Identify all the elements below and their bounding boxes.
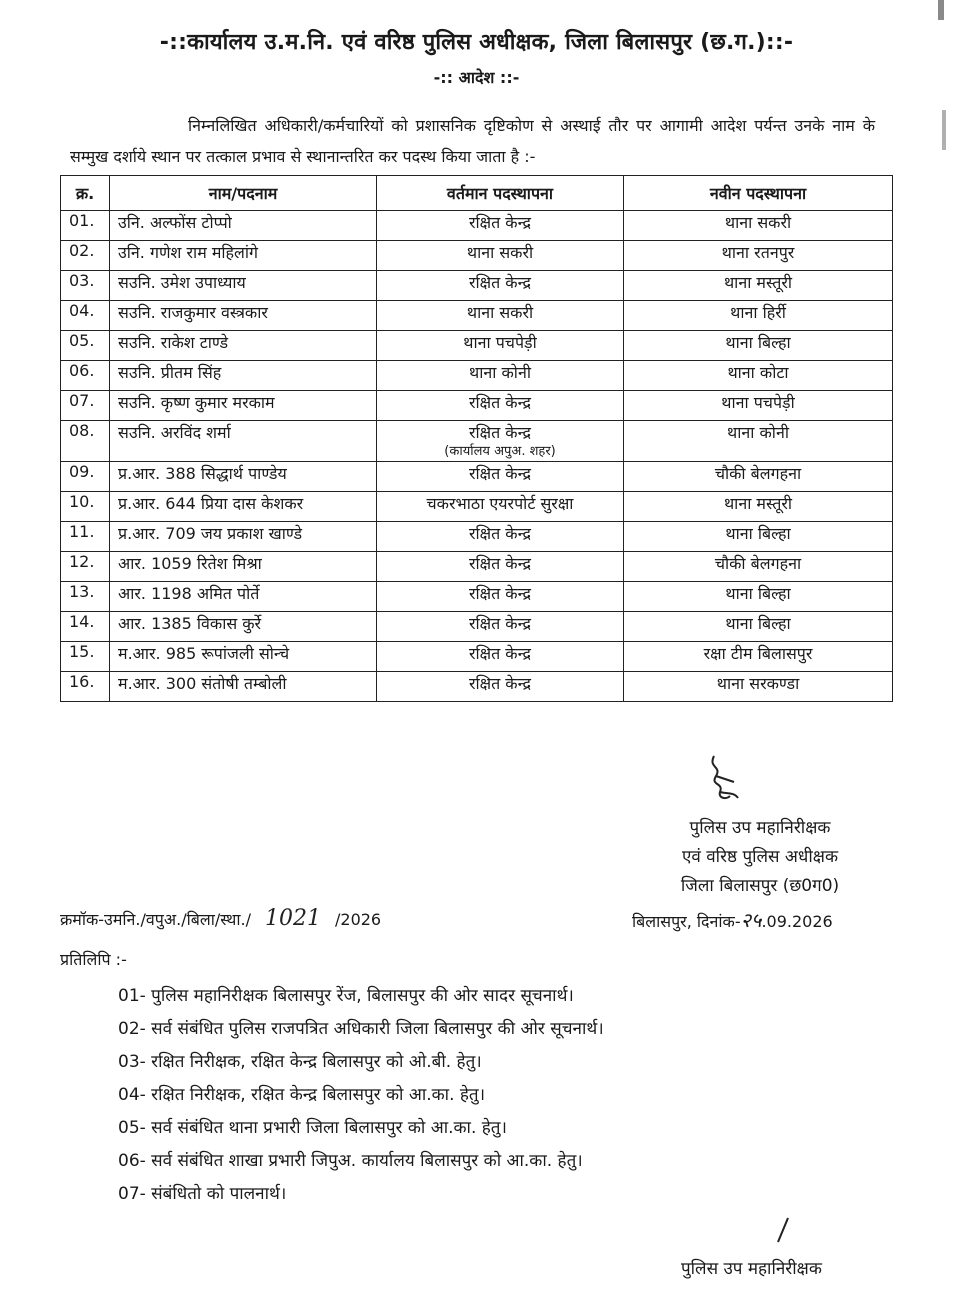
- row-new-posting: [624, 672, 893, 702]
- row-current-posting: [377, 241, 624, 271]
- row-serial-text: 05.: [69, 331, 95, 350]
- row-serial-text: 02.: [69, 241, 95, 260]
- row-new-posting-text: थाना हिर्री: [730, 303, 786, 322]
- row-current-posting-text: रक्षित केन्द्र: [468, 614, 532, 633]
- row-name: [110, 361, 377, 391]
- list-item: 01- पुलिस महानिरीक्षक बिलासपुर रेंज, बिलासपुर की ओर सादर सूचनार्थ।: [118, 986, 574, 1006]
- list-item: 05- सर्व संबंधित थाना प्रभारी जिला बिलासपुर को आ.का. हेतु।: [118, 1118, 507, 1138]
- row-new-posting: [624, 582, 893, 612]
- list-item: 04- रक्षित निरीक्षक, रक्षित केन्द्र बिलासपुर को आ.का. हेतु।: [118, 1085, 486, 1105]
- transfer-table: [60, 175, 893, 702]
- reference-prefix: क्रमॉक-उमनि./वपुअ./बिला/स्था./: [60, 910, 251, 929]
- row-new-posting: [624, 211, 893, 241]
- row-current-posting-text: रक्षित केन्द्र: [468, 524, 532, 543]
- signature-image: [700, 752, 760, 812]
- row-name: [110, 462, 377, 492]
- row-new-posting-text: थाना बिल्हा: [725, 333, 791, 352]
- row-name-text: सउनि. राजकुमार वस्त्रकार: [118, 303, 268, 322]
- row-new-posting: [624, 642, 893, 672]
- date-handwritten-day: २५: [740, 908, 762, 932]
- row-serial: [61, 301, 110, 331]
- row-current-posting-text: रक्षित केन्द्र: [468, 644, 532, 663]
- row-name-text: प्र.आर. 644 प्रिया दास केशकर: [118, 494, 304, 513]
- row-current-posting: [377, 492, 624, 522]
- signatory-line-3: जिला बिलासपुर (छ0ग0): [680, 876, 840, 896]
- row-current-posting: [377, 522, 624, 552]
- row-name: [110, 672, 377, 702]
- row-name-text: सउनि. उमेश उपाध्याय: [118, 273, 246, 292]
- row-serial: [61, 612, 110, 642]
- row-serial: [61, 421, 110, 462]
- row-name-text: आर. 1198 अमित पोर्ते: [118, 584, 260, 603]
- row-serial-text: 16.: [69, 672, 95, 691]
- row-serial-text: 13.: [69, 582, 95, 601]
- row-new-posting: [624, 612, 893, 642]
- reference-suffix: /2026: [335, 910, 382, 929]
- reference-number: [60, 906, 381, 931]
- scan-edge-mark: [942, 110, 946, 150]
- row-new-posting: [624, 301, 893, 331]
- table-row: [61, 331, 893, 361]
- row-name-text: उनि. गणेश राम महिलांगे: [118, 243, 259, 262]
- row-current-posting-text: रक्षित केन्द्र: [468, 213, 532, 232]
- row-current-posting-text: रक्षित केन्द्र: [468, 464, 532, 483]
- row-name: [110, 642, 377, 672]
- row-serial: [61, 361, 110, 391]
- row-current-posting: [377, 361, 624, 391]
- intro-paragraph: निम्नलिखित अधिकारी/कर्मचारियों को प्रशासनिक दृष्टिकोण से अस्थाई तौर पर आगामी आदेश पर्यन्त उनके नाम के सम्मुख दर्शाये स्थान पर तत्काल प्रभाव से स्थानान्तरित कर पदस्थ किया जाता है :-: [70, 116, 875, 166]
- row-serial: [61, 492, 110, 522]
- table-row: [61, 552, 893, 582]
- row-serial-text: 01.: [69, 211, 95, 230]
- header-current-posting: वर्तमान पदस्थापना: [377, 176, 624, 211]
- row-current-posting: [377, 582, 624, 612]
- row-current-posting-text: रक्षित केन्द्र: [468, 393, 532, 412]
- copy-to-label: प्रतिलिपि :-: [60, 950, 127, 969]
- row-serial: [61, 331, 110, 361]
- table-row: [61, 241, 893, 271]
- row-name: [110, 612, 377, 642]
- row-serial: [61, 211, 110, 241]
- row-current-posting-text: चकरभाठा एयरपोर्ट सुरक्षा: [426, 494, 574, 513]
- row-serial-text: 03.: [69, 271, 95, 290]
- row-new-posting-text: रक्षा टीम बिलासपुर: [703, 644, 813, 663]
- scan-edge-mark: [938, 0, 944, 20]
- table-row: [61, 211, 893, 241]
- row-new-posting-text: थाना पचपेड़ी: [721, 393, 795, 412]
- row-new-posting: [624, 331, 893, 361]
- date-line: [632, 906, 833, 933]
- row-current-posting-text: रक्षित केन्द्र: [468, 674, 532, 693]
- row-new-posting-text: चौकी बेलगहना: [714, 464, 802, 483]
- header-new-posting: नवीन पदस्थापना: [624, 176, 893, 211]
- row-new-posting-text: थाना सरकण्डा: [716, 674, 800, 693]
- row-new-posting: [624, 391, 893, 421]
- row-current-posting: [377, 271, 624, 301]
- row-serial-text: 07.: [69, 391, 95, 410]
- row-new-posting-text: थाना सकरी: [724, 213, 792, 232]
- row-current-posting: [377, 462, 624, 492]
- table-row: [61, 672, 893, 702]
- row-current-posting-note: (कार्यालय अपुअ. शहर): [444, 444, 556, 459]
- row-serial-text: 10.: [69, 492, 95, 511]
- row-name-text: म.आर. 985 रूपांजली सोन्चे: [118, 644, 290, 663]
- row-new-posting: [624, 552, 893, 582]
- row-serial: [61, 522, 110, 552]
- footer-signatory-title: पुलिस उप महानिरीक्षक: [681, 1259, 822, 1279]
- row-name: [110, 211, 377, 241]
- row-current-posting-text: रक्षित केन्द्र: [468, 554, 532, 573]
- row-name-text: सउनि. प्रीतम सिंह: [118, 363, 222, 382]
- header-name: नाम/पदनाम: [110, 176, 377, 211]
- row-serial-text: 15.: [69, 642, 95, 661]
- header-serial: क्र.: [61, 176, 110, 211]
- row-current-posting: [377, 301, 624, 331]
- row-name-text: प्र.आर. 388 सिद्धार्थ पाण्डेय: [118, 464, 287, 483]
- row-serial-text: 08.: [69, 421, 95, 440]
- date-prefix: बिलासपुर, दिनांक-: [632, 912, 741, 931]
- copy-to-list: [118, 980, 604, 1211]
- table-row: [61, 301, 893, 331]
- row-name: [110, 331, 377, 361]
- list-item: 06- सर्व संबंधित शाखा प्रभारी जिपुअ. कार्यालय बिलासपुर को आ.का. हेतु।: [118, 1151, 583, 1171]
- row-new-posting: [624, 522, 893, 552]
- table-row: [61, 642, 893, 672]
- row-name: [110, 241, 377, 271]
- table-row: [61, 582, 893, 612]
- row-current-posting-text: रक्षित केन्द्र: [468, 584, 532, 603]
- order-heading: -:: आदेश ::-: [433, 68, 520, 87]
- row-new-posting: [624, 421, 893, 462]
- reference-handwritten-number: 1021: [265, 906, 321, 931]
- initial-mark: [772, 1216, 792, 1246]
- row-name-text: आर. 1059 रितेश मिश्रा: [118, 554, 262, 573]
- row-new-posting: [624, 462, 893, 492]
- table-row: [61, 391, 893, 421]
- row-name: [110, 301, 377, 331]
- table-row: [61, 462, 893, 492]
- row-name-text: उनि. अल्फोंस टोप्पो: [118, 213, 232, 232]
- list-item: 07- संबंधितो को पालनार्थ।: [118, 1184, 287, 1204]
- row-name-text: प्र.आर. 709 जय प्रकाश खाण्डे: [118, 524, 303, 543]
- row-new-posting-text: थाना बिल्हा: [725, 584, 791, 603]
- table-row: [61, 361, 893, 391]
- list-item: 02- सर्व संबंधित पुलिस राजपत्रित अधिकारी जिला बिलासपुर की ओर सूचनार्थ।: [118, 1019, 604, 1039]
- row-current-posting: [377, 612, 624, 642]
- row-current-posting: [377, 211, 624, 241]
- row-name: [110, 271, 377, 301]
- row-new-posting: [624, 361, 893, 391]
- row-name-text: सउनि. अरविंद शर्मा: [118, 423, 231, 442]
- row-new-posting: [624, 241, 893, 271]
- row-current-posting-text: थाना सकरी: [466, 303, 534, 322]
- row-current-posting: [377, 331, 624, 361]
- table-row: [61, 492, 893, 522]
- table-row: [61, 612, 893, 642]
- table-row: [61, 522, 893, 552]
- row-new-posting: [624, 271, 893, 301]
- row-name-text: सउनि. कृष्ण कुमार मरकाम: [118, 393, 275, 412]
- row-name: [110, 552, 377, 582]
- row-current-posting: [377, 672, 624, 702]
- row-serial-text: 14.: [69, 612, 95, 631]
- row-current-posting: [377, 642, 624, 672]
- row-new-posting-text: थाना बिल्हा: [725, 614, 791, 633]
- row-serial: [61, 642, 110, 672]
- list-item: 03- रक्षित निरीक्षक, रक्षित केन्द्र बिलासपुर को ओ.बी. हेतु।: [118, 1052, 482, 1072]
- date-rest: .09.2026: [761, 912, 833, 931]
- row-serial-text: 12.: [69, 552, 95, 571]
- row-current-posting-text: थाना सकरी: [466, 243, 534, 262]
- table-row: [61, 421, 893, 462]
- row-serial: [61, 241, 110, 271]
- row-serial: [61, 582, 110, 612]
- row-current-posting: [377, 552, 624, 582]
- row-name: [110, 391, 377, 421]
- row-serial: [61, 552, 110, 582]
- row-current-posting-text: थाना पचपेड़ी: [463, 333, 537, 352]
- row-new-posting-text: चौकी बेलगहना: [714, 554, 802, 573]
- row-name-text: आर. 1385 विकास कुर्रे: [118, 614, 262, 633]
- row-current-posting-text: थाना कोनी: [469, 363, 531, 382]
- row-serial: [61, 391, 110, 421]
- row-current-posting: [377, 391, 624, 421]
- row-name: [110, 582, 377, 612]
- office-title: -::कार्यालय उ.म.नि. एवं वरिष्ठ पुलिस अधीक्षक, जिला बिलासपुर (छ.ग.)::-: [159, 30, 794, 55]
- table-row: [61, 271, 893, 301]
- row-current-posting-text: रक्षित केन्द्र: [468, 423, 532, 442]
- row-new-posting-text: थाना कोनी: [727, 423, 789, 442]
- row-name-text: सउनि. राकेश टाण्डे: [118, 333, 229, 352]
- row-name-text: म.आर. 300 संतोषी तम्बोली: [118, 674, 287, 693]
- row-serial-text: 06.: [69, 361, 95, 380]
- row-name: [110, 522, 377, 552]
- row-serial: [61, 271, 110, 301]
- row-serial-text: 11.: [69, 522, 95, 541]
- signatory-block: [640, 814, 880, 901]
- row-new-posting-text: थाना रतनपुर: [721, 243, 795, 262]
- row-current-posting-text: रक्षित केन्द्र: [468, 273, 532, 292]
- row-serial-text: 04.: [69, 301, 95, 320]
- row-name: [110, 492, 377, 522]
- row-serial: [61, 672, 110, 702]
- row-new-posting: [624, 492, 893, 522]
- row-current-posting: [377, 421, 624, 462]
- table-header-row: [61, 176, 893, 211]
- row-serial-text: 09.: [69, 462, 95, 481]
- row-serial: [61, 462, 110, 492]
- row-name: [110, 421, 377, 462]
- row-new-posting-text: थाना बिल्हा: [725, 524, 791, 543]
- signatory-line-2: एवं वरिष्ठ पुलिस अधीक्षक: [681, 847, 839, 867]
- row-new-posting-text: थाना कोटा: [727, 363, 789, 382]
- row-new-posting-text: थाना मस्तूरी: [723, 494, 793, 513]
- row-new-posting-text: थाना मस्तूरी: [723, 273, 793, 292]
- signatory-line-1: पुलिस उप महानिरीक्षक: [689, 818, 831, 838]
